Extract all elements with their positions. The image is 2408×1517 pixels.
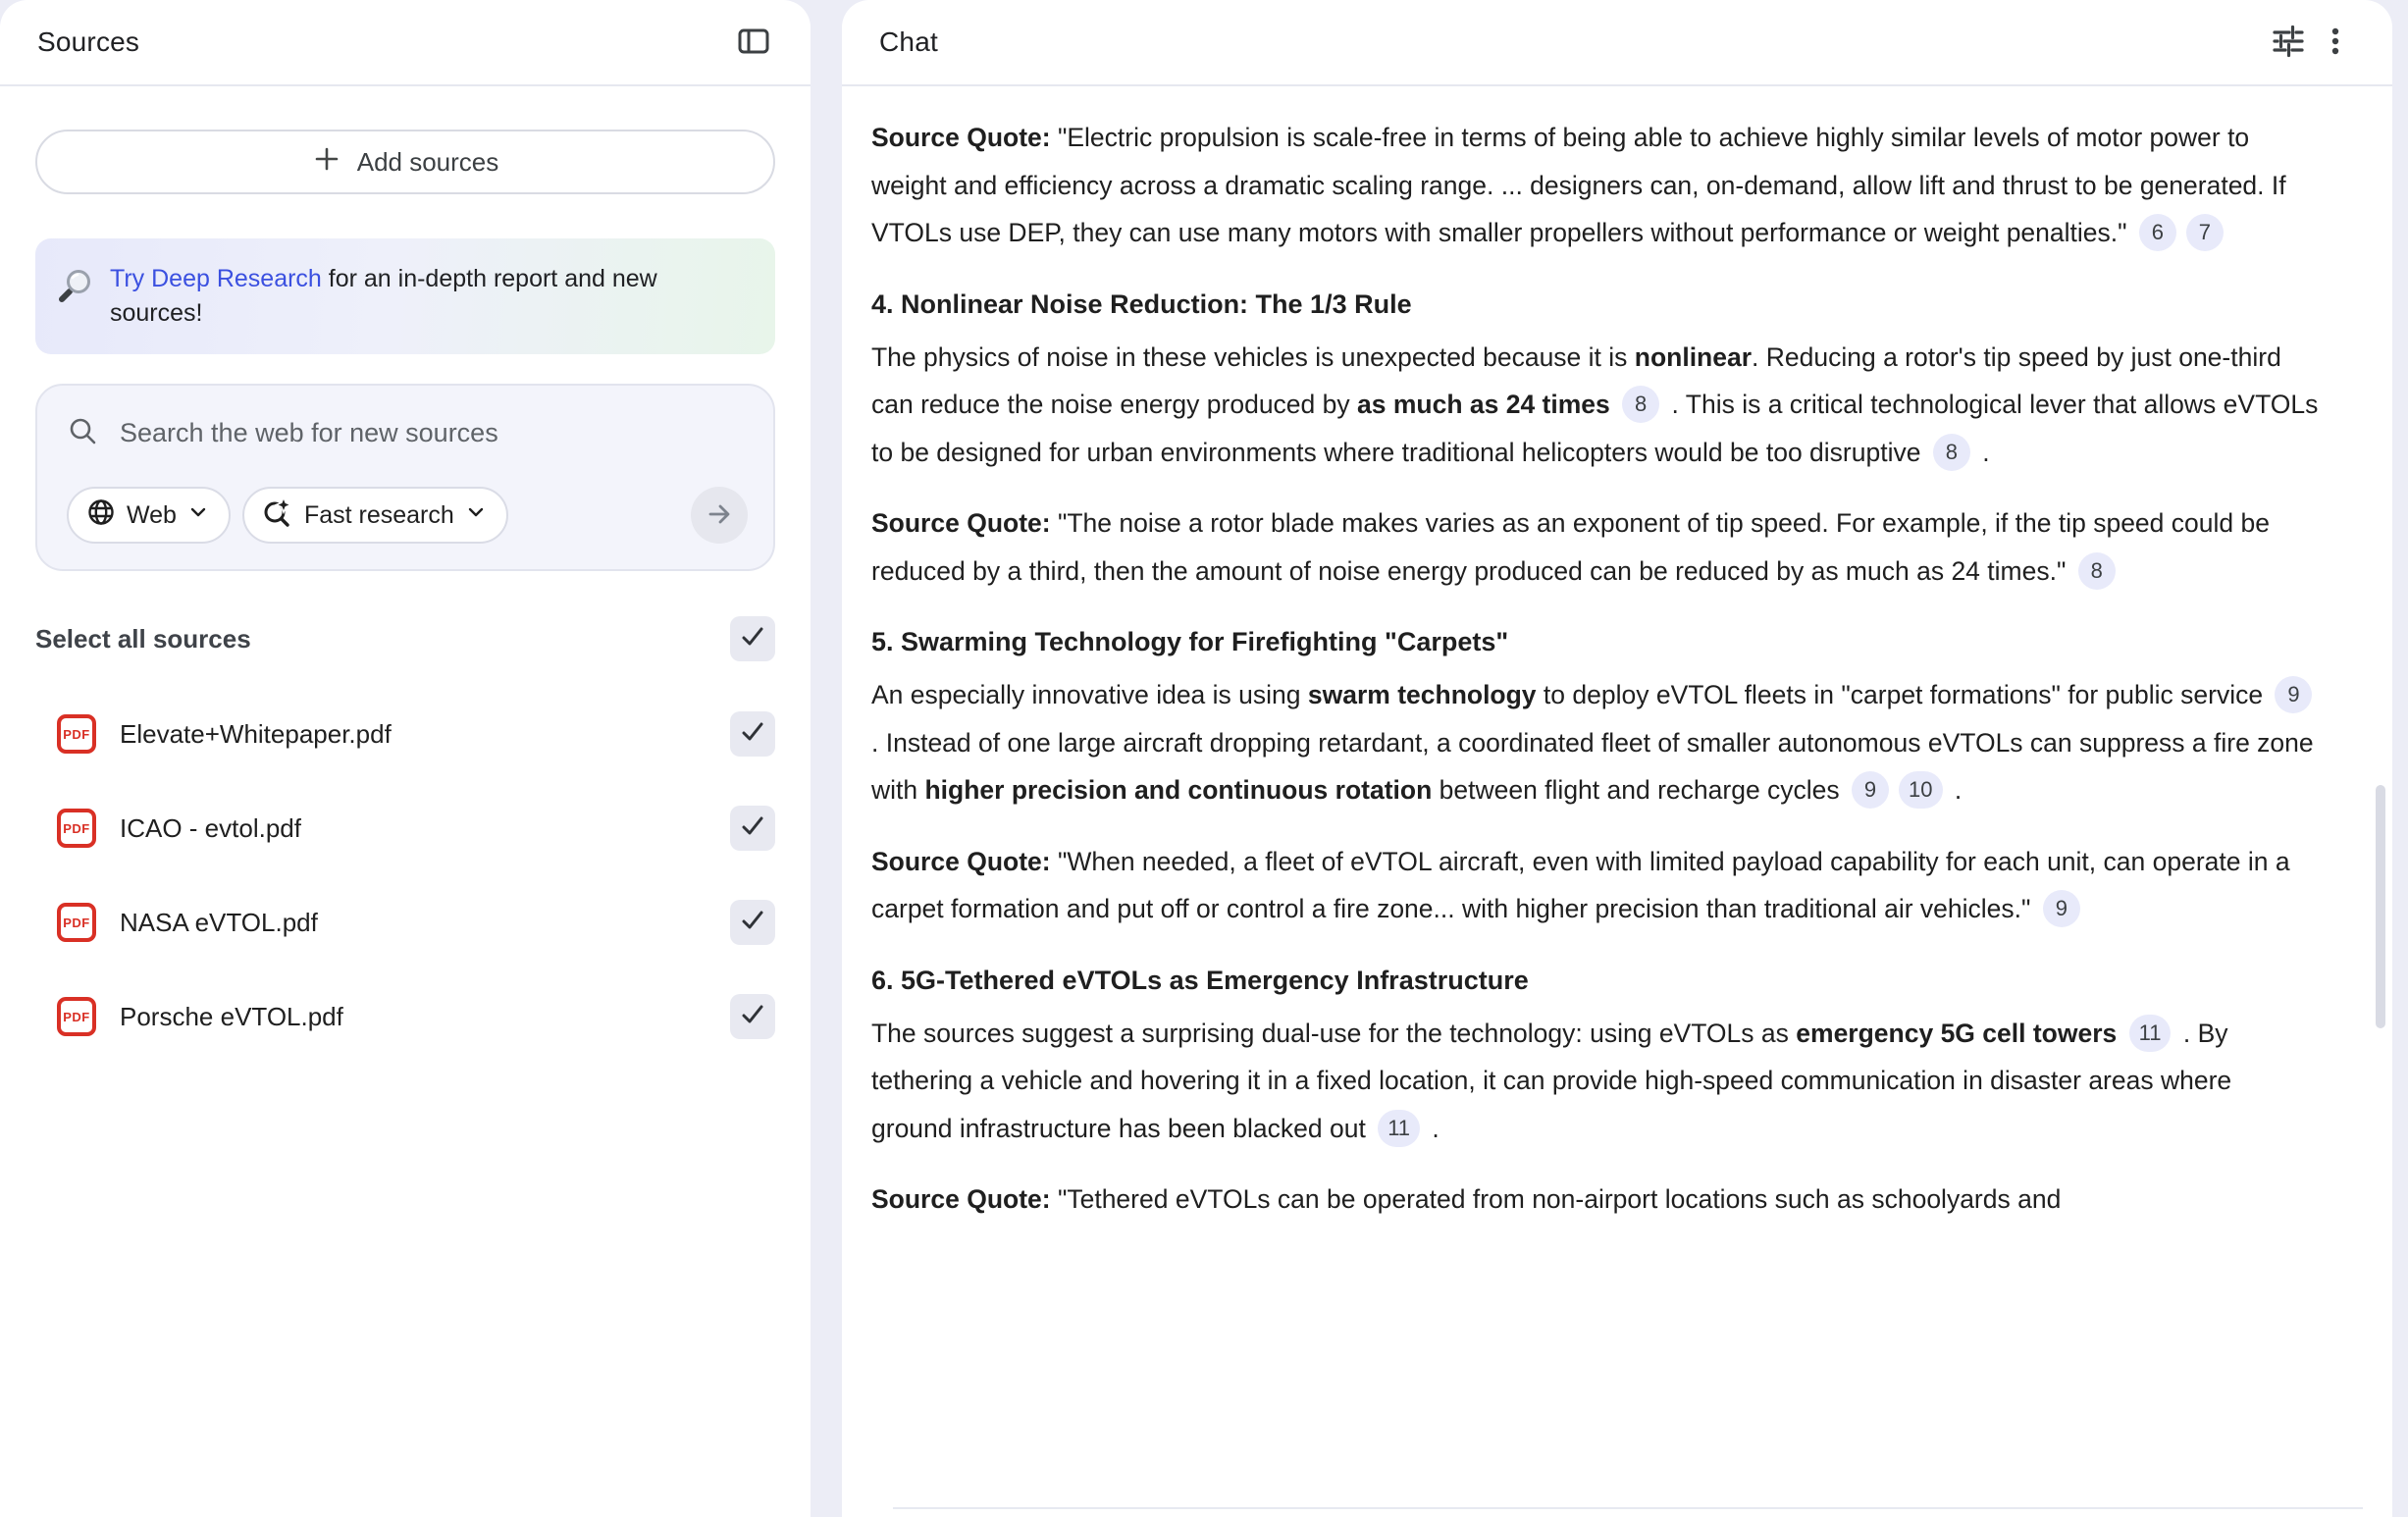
citation-badge[interactable]: 8	[2078, 552, 2116, 590]
source-checkbox[interactable]	[730, 711, 775, 757]
banner-text	[110, 262, 750, 331]
chat-paragraph: The sources suggest a surprising dual-use for the technology: using eVTOLs as emergency 5G cell towers 11 . By tethering a vehicle and hovering it in a fixed location, it can provide high-speed communication in disaster areas where ground infrastructure has been blacked out 11 .	[871, 1010, 2319, 1153]
source-name: NASA eVTOL.pdf	[120, 907, 318, 937]
section-heading: 4. Nonlinear Noise Reduction: The 1/3 Rule	[871, 288, 1412, 319]
chevron-down-icon	[465, 501, 487, 530]
magnifier-emoji	[57, 268, 94, 315]
chat-settings-button[interactable]	[2265, 19, 2312, 66]
panel-collapse-icon	[736, 24, 771, 62]
section-heading: 5. Swarming Technology for Firefighting "Carpets"	[871, 627, 1509, 656]
sources-body	[0, 130, 811, 1064]
source-checkbox[interactable]	[730, 994, 775, 1039]
chat-paragraph: Source Quote: "When needed, a fleet of eVTOL aircraft, even with limited payload capability for each unit, can operate in a carpet formation and put off or control a fire zone... with higher precision than traditional air vehicles." 9	[871, 838, 2319, 933]
chevron-down-icon	[187, 501, 209, 530]
tune-icon	[2270, 23, 2307, 63]
bold-text: Source Quote:	[871, 1184, 1051, 1214]
globe-icon	[86, 497, 116, 534]
bold-text: Source Quote:	[871, 123, 1051, 152]
source-row[interactable]	[35, 875, 775, 969]
checkmark-icon	[738, 811, 767, 846]
search-submit-button[interactable]	[691, 487, 748, 544]
deep-research-link[interactable]: Try Deep Research	[110, 265, 322, 292]
checkmark-icon	[738, 622, 767, 656]
pdf-icon: PDF	[57, 809, 96, 848]
search-icon	[67, 415, 98, 451]
add-sources-button[interactable]	[35, 130, 775, 194]
bold-text: higher precision and continuous rotation	[924, 775, 1433, 805]
sources-header	[0, 0, 811, 86]
sources-title: Sources	[37, 26, 140, 57]
source-row[interactable]	[35, 969, 775, 1064]
checkmark-icon	[738, 906, 767, 940]
source-list	[35, 687, 775, 1064]
source-name: Porsche eVTOL.pdf	[120, 1001, 343, 1031]
chat-paragraph: Source Quote: "The noise a rotor blade makes varies as an exponent of tip speed. For example, if the tip speed could be reduced by a third, then the amount of noise energy produced can be reduced by as much as 24 times." 8	[871, 499, 2319, 595]
source-row[interactable]	[35, 781, 775, 875]
citation-badge[interactable]: 9	[2275, 676, 2312, 713]
fast-research-icon	[262, 497, 293, 535]
citation-badge[interactable]: 9	[1852, 771, 1889, 809]
select-all-row	[35, 616, 775, 661]
banner-rest: for an in-depth report and new sources!	[110, 265, 657, 327]
chat-body	[842, 86, 2392, 1224]
source-checkbox[interactable]	[730, 806, 775, 851]
kebab-menu-icon	[2319, 25, 2352, 61]
web-scope-label: Web	[127, 500, 177, 529]
search-row	[67, 415, 748, 451]
citation-badge[interactable]: 7	[2186, 214, 2224, 251]
chat-input-divider	[893, 1507, 2363, 1509]
search-input[interactable]	[120, 418, 748, 448]
pdf-icon: PDF	[57, 903, 96, 942]
bold-text: emergency 5G cell towers	[1796, 1018, 2118, 1048]
citation-badge[interactable]: 8	[1622, 386, 1659, 423]
chat-paragraph: The physics of noise in these vehicles is unexpected because it is nonlinear. Reducing a rotor's tip speed by just one-third can reduce the noise energy produced by as much as 24 times 8 . This is a critical technological lever that allows eVTOLs to be designed for urban environments where traditional helicopters would be too disruptive 8 .	[871, 334, 2319, 477]
add-sources-label: Add sources	[356, 146, 499, 177]
plus-icon	[312, 144, 341, 181]
chat-scrollbar[interactable]	[2376, 785, 2385, 1028]
arrow-right-icon	[705, 499, 734, 532]
bold-text: swarm technology	[1307, 680, 1537, 709]
chat-paragraph: Source Quote: "Tethered eVTOLs can be operated from non-airport locations such as schoolyards and	[871, 1184, 2062, 1214]
section-heading: 6. 5G-Tethered eVTOLs as Emergency Infrastructure	[871, 965, 1529, 995]
chat-messages	[871, 114, 2324, 1224]
citation-badge[interactable]: 8	[1933, 434, 1970, 471]
bold-text: nonlinear	[1634, 341, 1753, 372]
checkmark-icon	[738, 1000, 767, 1034]
bold-text: as much as 24 times	[1357, 390, 1610, 419]
checkmark-icon	[738, 717, 767, 752]
select-all-checkbox[interactable]	[730, 616, 775, 661]
pdf-icon: PDF	[57, 714, 96, 754]
source-name: Elevate+Whitepaper.pdf	[120, 718, 392, 749]
source-row[interactable]	[35, 687, 775, 781]
select-all-label: Select all sources	[35, 623, 251, 654]
deep-research-banner	[35, 238, 775, 354]
source-name: ICAO - evtol.pdf	[120, 812, 301, 843]
chat-panel	[842, 0, 2392, 1517]
source-checkbox[interactable]	[730, 900, 775, 945]
bold-text: Source Quote:	[871, 508, 1051, 538]
citation-badge[interactable]: 11	[1378, 1110, 1420, 1147]
web-search-card	[35, 384, 775, 571]
citation-badge[interactable]: 11	[2129, 1015, 2172, 1052]
chat-paragraph: An especially innovative idea is using swarm technology to deploy eVTOL fleets in "carpet formations" for public service 9 . Instead of one large aircraft dropping retardant, a coordinated fleet of smaller autonomous eVTOLs can suppress a fire zone with higher precision and continuous rotation between flight and recharge cycles 9 10 .	[871, 671, 2319, 814]
web-scope-dropdown[interactable]	[67, 487, 231, 544]
research-mode-dropdown[interactable]	[242, 487, 508, 544]
bold-text: Source Quote:	[871, 846, 1051, 876]
research-mode-label: Fast research	[303, 500, 454, 529]
chat-header	[842, 0, 2392, 86]
citation-badge[interactable]: 9	[2043, 890, 2080, 927]
chat-more-button[interactable]	[2312, 19, 2359, 66]
chat-title: Chat	[879, 26, 938, 57]
collapse-panel-button[interactable]	[730, 19, 777, 66]
citation-badge[interactable]: 10	[1899, 771, 1942, 809]
pdf-icon: PDF	[57, 997, 96, 1036]
chat-paragraph: Source Quote: "Electric propulsion is scale-free in terms of being able to achieve highly similar levels of motor power to weight and efficiency across a dramatic scaling range. ... designers can, on-demand, allow lift and thrust to be generated. If VTOLs use DEP, they can use many motors with smaller propellers without performance or weight penalties." 6 7	[871, 114, 2319, 257]
sources-panel	[0, 0, 811, 1517]
search-options-row	[67, 487, 748, 544]
citation-badge[interactable]: 6	[2139, 214, 2176, 251]
